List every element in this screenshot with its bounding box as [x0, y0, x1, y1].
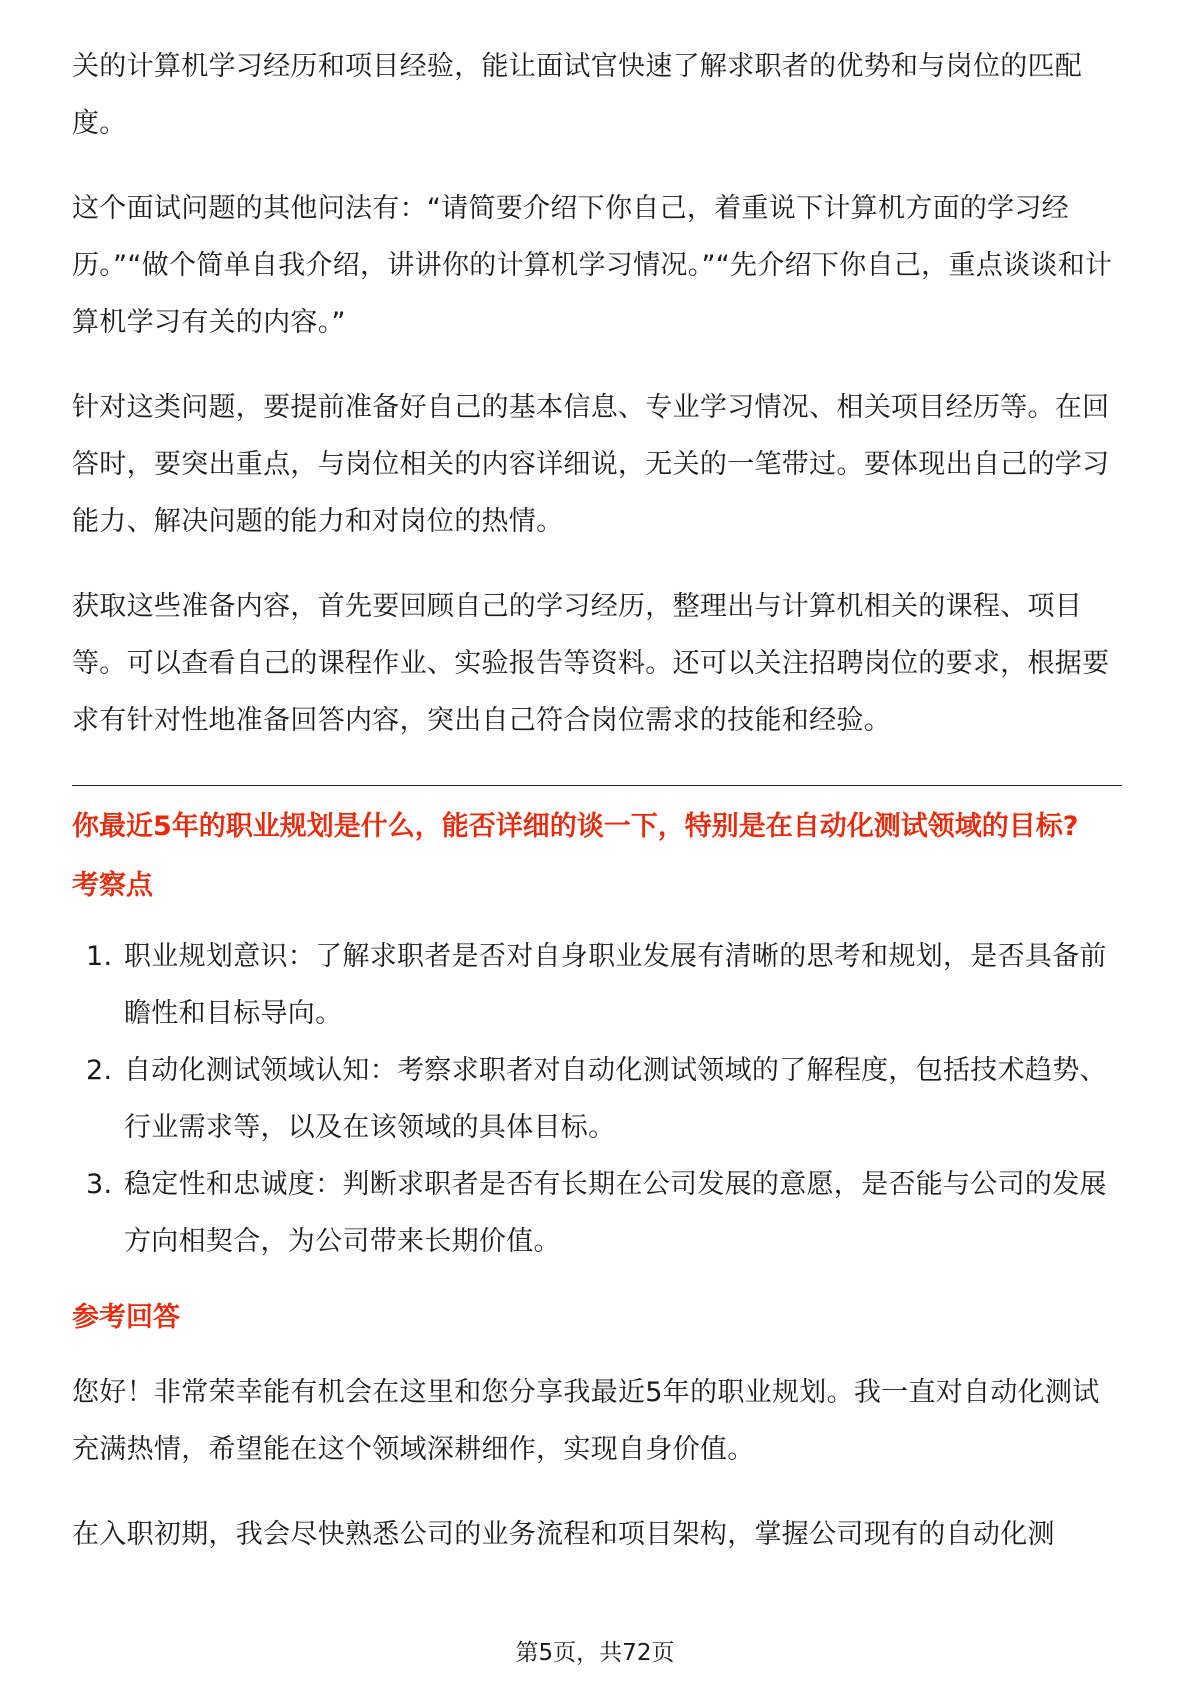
list-text: 自动化测试领域认知：考察求职者对自动化测试领域的了解程度，包括技术趋势、行业需求等，以及在该领域的具体目标。 [124, 1055, 1107, 1143]
document-page [72, 38, 1122, 1563]
assessment-list [72, 928, 1122, 1270]
other-phrasings-paragraph: 这个面试问题的其他问法有：“请简要介绍下你自己，着重说下计算机方面的学习经历。”“做个简单自我介绍，讲讲你的计算机学习情况。”“先介绍下你自己，重点谈谈和计算机学习有关的内容。” [72, 193, 1113, 338]
list-item [72, 928, 1122, 1042]
intro-continuation-paragraph: 关的计算机学习经历和项目经验，能让面试官快速了解求职者的优势和与岗位的匹配度。 [72, 51, 1083, 139]
gathering-content-paragraph: 获取这些准备内容，首先要回顾自己的学习经历，整理出与计算机相关的课程、项目等。可以查看自己的课程作业、实验报告等资料。还可以关注招聘岗位的要求，根据要求有针对性地准备回答内容，突出自己符合岗位需求的技能和经验。 [72, 591, 1110, 736]
list-number: 2. [86, 1055, 113, 1086]
page-footer: 第5页，共72页 [515, 1640, 675, 1666]
list-text: 职业规划意识：了解求职者是否对自身职业发展有清晰的思考和规划，是否具备前瞻性和目标导向。 [124, 941, 1107, 1029]
interview-question: 你最近5年的职业规划是什么，能否详细的谈一下，特别是在自动化测试领域的目标? [72, 811, 1079, 842]
list-number: 3. [86, 1169, 113, 1200]
list-item [72, 1156, 1122, 1270]
answer-paragraph-2: 在入职初期，我会尽快熟悉公司的业务流程和项目架构，掌握公司现有的自动化测 [72, 1519, 1055, 1550]
assessment-heading: 考察点 [72, 870, 153, 901]
answer-paragraph-1: 您好！非常荣幸能有机会在这里和您分享我最近5年的职业规划。我一直对自动化测试充满热情，希望能在这个领域深耕细作，实现自身价值。 [72, 1377, 1100, 1465]
list-item [72, 1042, 1122, 1156]
reference-answer-heading: 参考回答 [72, 1302, 180, 1333]
list-number: 1. [86, 941, 113, 972]
preparation-advice-paragraph: 针对这类问题，要提前准备好自己的基本信息、专业学习情况、相关项目经历等。在回答时，要突出重点，与岗位相关的内容详细说，无关的一笔带过。要体现出自己的学习能力、解决问题的能力和对岗位的热情。 [72, 392, 1110, 537]
list-text: 稳定性和忠诚度：判断求职者是否有长期在公司发展的意愿，是否能与公司的发展方向相契合，为公司带来长期价值。 [124, 1169, 1107, 1257]
